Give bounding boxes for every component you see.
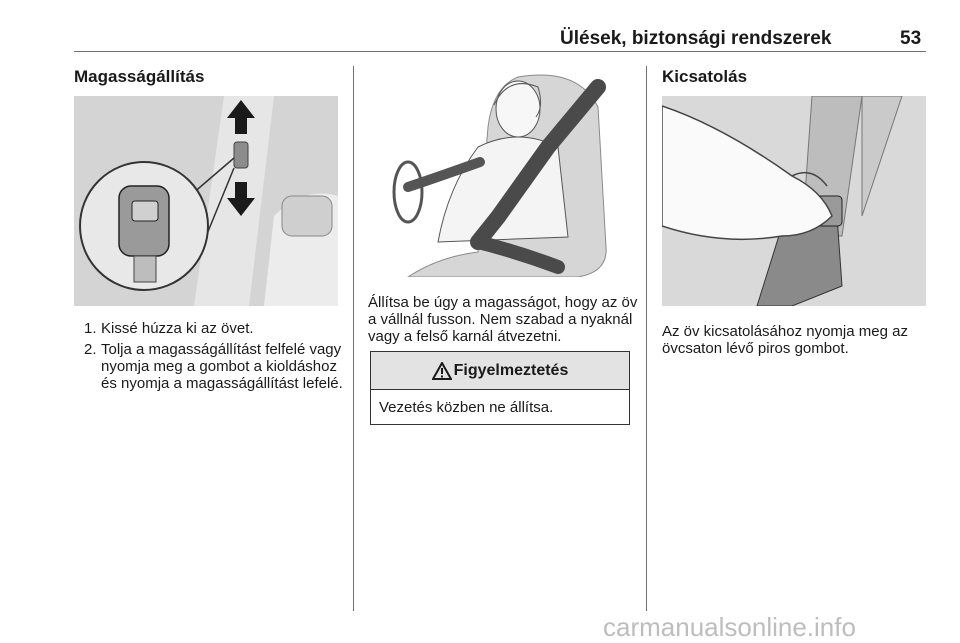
page-number: 53: [900, 28, 922, 49]
warning-header: [371, 352, 629, 390]
figure-height-adjuster: [74, 96, 338, 306]
page-header-title: Ülések, biztonsági rendszerek: [560, 28, 832, 49]
figure-seat-belt-position: [368, 67, 632, 277]
warning-title: Figyelmeztetés: [453, 361, 569, 379]
warning-box: [370, 351, 630, 425]
step-text: Tolja a magasságállítást felfelé vagy nyomja meg a gombot a kioldáshoz és nyomja a magasságállítást lefelé.: [101, 341, 343, 392]
column-divider-left: [353, 66, 354, 611]
seat-belt-position-illustration: [368, 67, 632, 277]
heading-unbuckling: Kicsatolás: [662, 67, 748, 86]
step-number: 1.: [84, 320, 97, 337]
instruction-list: [74, 320, 344, 396]
figure-buckle-release: [662, 96, 926, 306]
instruction-step: [74, 320, 344, 337]
column-divider-right: [646, 66, 647, 611]
step-text: Kissé húzza ki az övet.: [101, 320, 254, 337]
instruction-step: [74, 341, 344, 392]
belt-height-paragraph: Állítsa be úgy a magasságot, hogy az öv a vállnál fusson. Nem szabad a nyaknál vagy a felső karnál átvezetni.: [368, 294, 638, 345]
step-number: 2.: [84, 341, 97, 358]
warning-text: Vezetés közben ne állítsa.: [379, 399, 554, 416]
heading-height-adjustment: Magasságállítás: [74, 67, 205, 86]
header-rule: [74, 51, 926, 52]
watermark: carmanualsonline.info: [603, 612, 856, 642]
height-adjuster-illustration: [74, 96, 338, 306]
buckle-release-paragraph: Az öv kicsatolásához nyomja meg az övcsaton lévő piros gombot.: [662, 323, 908, 357]
buckle-release-illustration: [662, 96, 926, 306]
warning-triangle-icon: [432, 362, 452, 380]
